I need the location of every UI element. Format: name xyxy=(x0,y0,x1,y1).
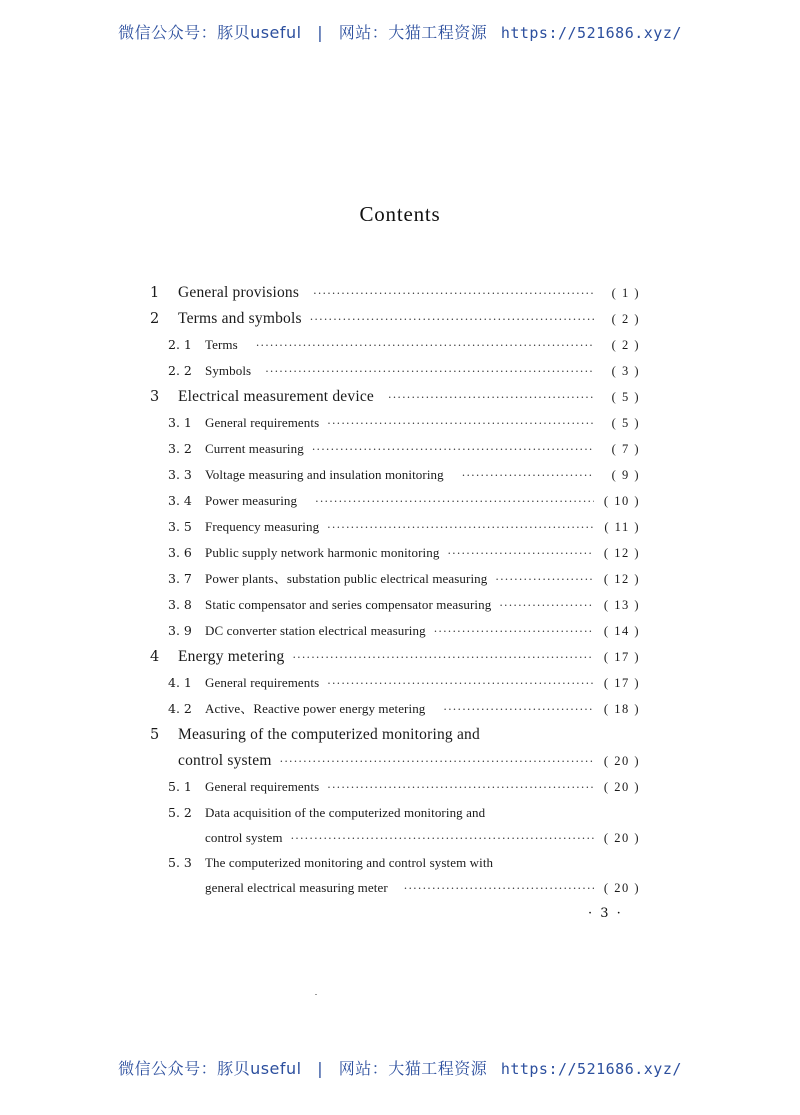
toc-leader-dots xyxy=(312,437,594,463)
toc-entry-page: ( 7 ) xyxy=(611,442,640,456)
toc-entry-3-8[interactable] xyxy=(150,592,640,618)
watermark-site-label: 网站：大猫工程资源 xyxy=(338,23,488,42)
watermark-wechat-label: 微信公众号：豚贝useful xyxy=(118,23,302,42)
toc-entry-title: Electrical measurement device xyxy=(178,388,375,405)
toc-entry-2[interactable] xyxy=(150,306,640,332)
toc-leader-dots xyxy=(327,411,594,437)
toc-entry-page: ( 17 ) xyxy=(603,650,640,664)
toc-entry-number: 2. 2 xyxy=(168,363,192,378)
toc-entry-page: ( 18 ) xyxy=(603,702,640,716)
watermark-separator: | xyxy=(317,23,324,42)
toc-entry-title: General requirements xyxy=(205,779,320,794)
toc-entry-title: Terms xyxy=(205,337,238,352)
toc-entry-number: 2. 1 xyxy=(168,337,192,352)
toc-entry-number: 3. 7 xyxy=(168,571,192,586)
toc-entry-title: Static compensator and series compensator measuring xyxy=(205,597,492,612)
toc-entry-number: 3. 6 xyxy=(168,545,192,560)
toc-entry-title: Terms and symbols xyxy=(178,310,302,327)
toc-leader-dots xyxy=(292,645,594,671)
toc-entry-number: 3 xyxy=(150,389,160,405)
toc-entry-number: 3. 4 xyxy=(168,493,192,508)
toc-entry-title: Active、Reactive power energy metering xyxy=(205,701,426,716)
toc-entry-4[interactable] xyxy=(150,644,640,670)
toc-entry-page: ( 20 ) xyxy=(603,881,640,895)
toc-entry-page: ( 20 ) xyxy=(603,780,640,794)
toc-entry-title: General requirements xyxy=(205,675,320,690)
page-title: Contents xyxy=(359,202,441,226)
toc-entry-5-3[interactable] xyxy=(150,850,640,876)
toc-entry-title: Power measuring xyxy=(205,493,298,508)
toc-entry-5-3-continued[interactable] xyxy=(150,876,640,900)
toc-leader-dots xyxy=(327,515,594,541)
toc-leader-dots xyxy=(291,827,594,851)
toc-entry-number: 5. 1 xyxy=(168,779,192,794)
toc-entry-page: ( 14 ) xyxy=(603,624,640,638)
watermark-url-link[interactable]: https://521686.xyz/ xyxy=(500,1060,682,1078)
toc-entry-number: 5. 3 xyxy=(168,855,192,870)
toc-entry-5-continued[interactable] xyxy=(150,748,640,774)
toc-entry-title: Current measuring xyxy=(205,441,304,456)
toc-entry-2-1[interactable] xyxy=(150,332,640,358)
toc-entry-title: The computerized monitoring and control system with xyxy=(205,855,494,870)
toc-entry-1[interactable] xyxy=(150,280,640,306)
toc-entry-page: ( 9 ) xyxy=(611,468,640,482)
toc-entry-5-2-continued[interactable] xyxy=(150,826,640,850)
toc-entry-title: Power plants、substation public electrical measuring xyxy=(205,571,488,586)
toc-entry-page: ( 12 ) xyxy=(603,572,640,586)
toc-entry-page: ( 10 ) xyxy=(603,494,640,508)
toc-entry-title: Symbols xyxy=(205,363,252,378)
toc-entry-title: General requirements xyxy=(205,415,320,430)
toc-entry-page: ( 1 ) xyxy=(611,286,640,300)
scan-speck xyxy=(315,994,317,995)
toc-entry-5[interactable] xyxy=(150,722,640,748)
toc-entry-title: Public supply network harmonic monitoring xyxy=(205,545,440,560)
toc-entry-title: Data acquisition of the computerized monitoring and xyxy=(205,805,486,820)
toc-entry-title: Energy metering xyxy=(178,648,285,665)
toc-leader-dots xyxy=(447,541,594,567)
toc-entry-number: 3. 2 xyxy=(168,441,192,456)
toc-entry-title: DC converter station electrical measuring xyxy=(205,623,426,638)
toc-leader-dots xyxy=(388,385,594,411)
toc-entry-page: ( 3 ) xyxy=(611,364,640,378)
toc-entry-number: 4. 2 xyxy=(168,701,192,716)
toc-entry-3-3[interactable] xyxy=(150,462,640,488)
toc-entry-number: 5 xyxy=(150,727,160,743)
watermark-site-label: 网站：大猫工程资源 xyxy=(338,1059,488,1078)
toc-entry-title-continued: general electrical measuring meter xyxy=(205,880,388,895)
toc-entry-number: 3. 3 xyxy=(168,467,192,482)
toc-leader-dots xyxy=(310,307,594,333)
toc-entry-page: ( 2 ) xyxy=(611,338,640,352)
toc-entry-5-2[interactable] xyxy=(150,800,640,826)
toc-entry-number: 3. 1 xyxy=(168,415,192,430)
toc-entry-number: 1 xyxy=(150,285,160,301)
toc-entry-3-6[interactable] xyxy=(150,540,640,566)
toc-entry-5-1[interactable] xyxy=(150,774,640,800)
toc-entry-page: ( 20 ) xyxy=(603,754,640,768)
toc-entry-title: Measuring of the computerized monitoring and xyxy=(178,726,480,743)
toc-entry-number: 4. 1 xyxy=(168,675,192,690)
toc-entry-3-5[interactable] xyxy=(150,514,640,540)
toc-leader-dots xyxy=(434,619,594,645)
table-of-contents xyxy=(150,280,640,900)
toc-leader-dots xyxy=(280,749,594,775)
toc-entry-title: General provisions xyxy=(178,284,300,301)
toc-leader-dots xyxy=(462,463,594,489)
toc-leader-dots xyxy=(404,877,594,901)
watermark-wechat-label: 微信公众号：豚贝useful xyxy=(118,1059,302,1078)
toc-leader-dots xyxy=(499,593,594,619)
toc-leader-dots xyxy=(313,281,594,307)
watermark-separator: | xyxy=(317,1059,324,1078)
toc-leader-dots xyxy=(256,333,594,359)
toc-entry-page: ( 2 ) xyxy=(611,312,640,326)
toc-entry-page: ( 17 ) xyxy=(603,676,640,690)
watermark-header xyxy=(0,20,800,43)
toc-entry-number: 4 xyxy=(150,649,160,665)
toc-entry-3-2[interactable] xyxy=(150,436,640,462)
toc-entry-title: Frequency measuring xyxy=(205,519,320,534)
toc-entry-number: 5. 2 xyxy=(168,805,192,820)
toc-entry-title-continued: control system xyxy=(178,752,272,769)
toc-entry-page: ( 5 ) xyxy=(611,416,640,430)
page-number: · 3 · xyxy=(588,906,623,921)
toc-entry-page: ( 11 ) xyxy=(604,520,640,534)
toc-leader-dots xyxy=(495,567,594,593)
toc-entry-3-4[interactable] xyxy=(150,488,640,514)
watermark-footer xyxy=(0,1056,800,1079)
toc-entry-title: Voltage measuring and insulation monitoring xyxy=(205,467,444,482)
toc-leader-dots xyxy=(327,775,594,801)
toc-entry-number: 3. 5 xyxy=(168,519,192,534)
toc-leader-dots xyxy=(265,359,594,385)
toc-entry-3[interactable] xyxy=(150,384,640,410)
toc-leader-dots xyxy=(327,671,594,697)
toc-entry-3-7[interactable] xyxy=(150,566,640,592)
toc-entry-page: ( 13 ) xyxy=(603,598,640,612)
toc-leader-dots xyxy=(443,697,594,723)
toc-entry-page: ( 5 ) xyxy=(611,390,640,404)
toc-entry-3-1[interactable] xyxy=(150,410,640,436)
toc-entry-4-2[interactable] xyxy=(150,696,640,722)
toc-entry-2-2[interactable] xyxy=(150,358,640,384)
toc-entry-3-9[interactable] xyxy=(150,618,640,644)
toc-entry-page: ( 20 ) xyxy=(603,831,640,845)
toc-leader-dots xyxy=(315,489,594,515)
toc-entry-number: 3. 8 xyxy=(168,597,192,612)
toc-entry-4-1[interactable] xyxy=(150,670,640,696)
watermark-url-link[interactable]: https://521686.xyz/ xyxy=(500,24,682,42)
toc-entry-number: 2 xyxy=(150,311,160,327)
toc-entry-title-continued: control system xyxy=(205,830,283,845)
toc-entry-page: ( 12 ) xyxy=(603,546,640,560)
toc-entry-number: 3. 9 xyxy=(168,623,192,638)
